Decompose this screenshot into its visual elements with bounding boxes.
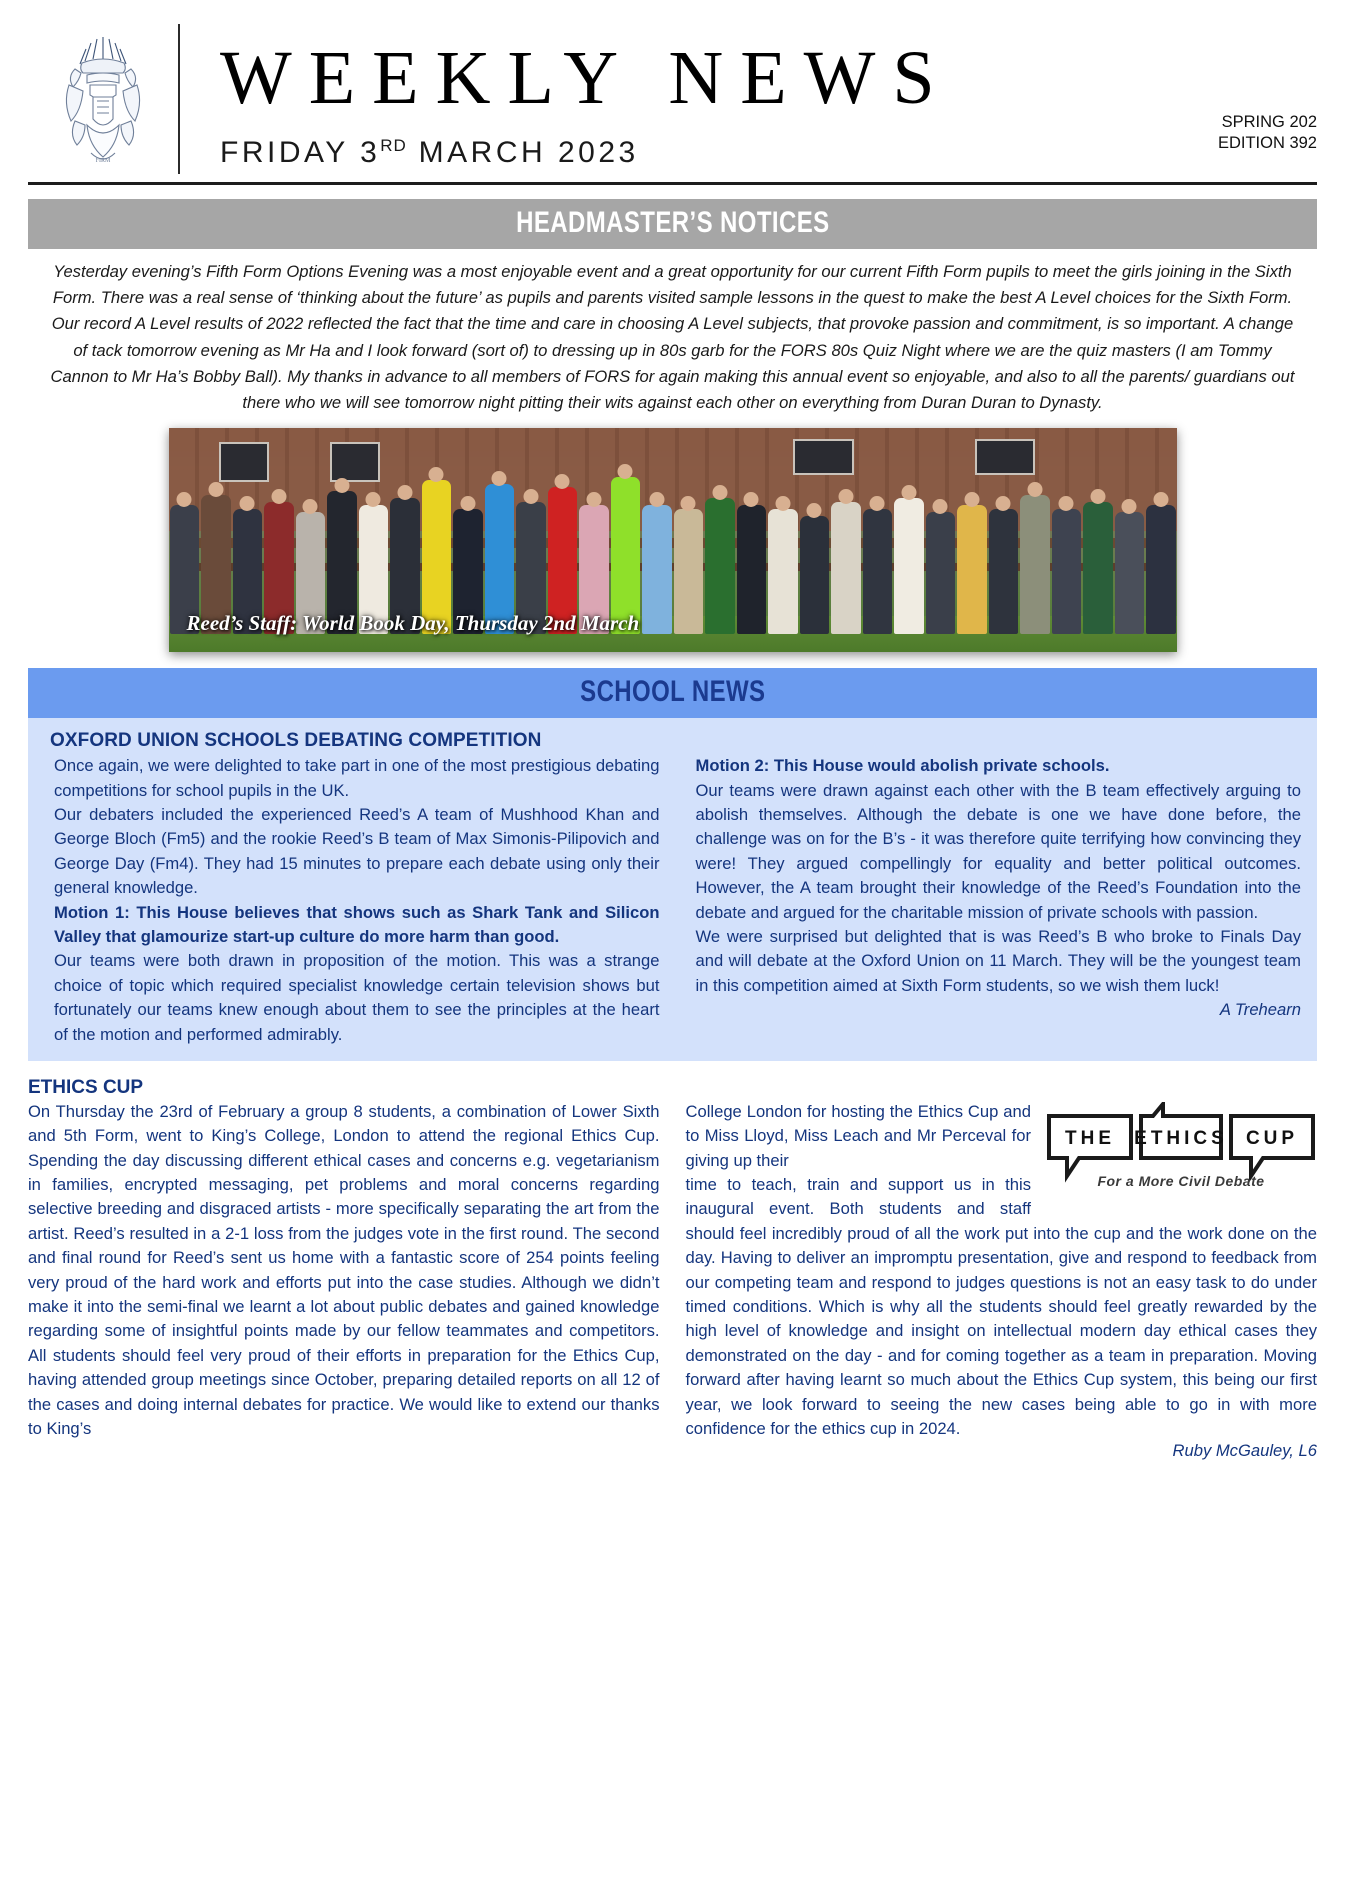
masthead-title-block bbox=[180, 0, 1317, 182]
logo-word-the: THE bbox=[1065, 1127, 1115, 1149]
ethics-cup-paragraph: College London for hosting the Ethics Cup and to Miss Lloyd, Miss Leach and Mr Perceval for giving up their bbox=[685, 1101, 1031, 1170]
edition-number: EDITION 392 bbox=[1217, 133, 1317, 152]
crest-container bbox=[28, 0, 178, 182]
dateline bbox=[220, 136, 1317, 170]
ethics-cup-logo-icon bbox=[1045, 1102, 1317, 1198]
debating-paragraph: Our debaters included the experienced Reed’s A team of Mushhood Khan and George Bloch (Fm5) and the rookie Reed’s B team of Max Simonis-Pilipovich and George Day (Fm4). They had 15 minutes to prepare each debate using only their general knowledge. bbox=[54, 805, 660, 898]
school-news-body bbox=[28, 718, 1317, 1061]
svg-text:FIRM: FIRM bbox=[95, 157, 111, 164]
debating-paragraph: Our teams were drawn against each other with the B team effectively arguing to abolish themselves. Although the debate is one we have done before, the challenge was on for the B’s - it was therefore quite terrifying how convincing they were! They argued compellingly for equality and better political outcomes. However, the A team brought their knowledge of the Reed’s Foundation into the debate and argued for the charitable mission of private schools with passion. bbox=[695, 780, 1301, 922]
debating-article-heading: OXFORD UNION SCHOOLS DEBATING COMPETITION bbox=[50, 730, 542, 752]
school-news-left-column bbox=[44, 754, 660, 1047]
headmaster-notice-text: Yesterday evening’s Fifth Form Options Evening was a most enjoyable event and a great opportunity for our current Fifth Form pupils to meet the girls joining in the Sixth Form. There was a real sense of ‘thinking about the future’ as pupils and parents visited sample lessons in the quest to make the best A Level choices for the Sixth Form. Our record A Level results of 2022 reflected the fact that the time and care in choosing A Level subjects, that provoke passion and commitment, is so important. A change of tack tomorrow evening as Mr Ha and I look forward (sort of) to dressing up in 80s garb for the FORS 80s Quiz Night where we are the quiz masters (I am Tommy Cannon to Mr Ha’s Bobby Ball). My thanks in advance to all members of FORS for again making this annual event so enjoyable, and also to all the parents/ guardians out there who we will see tomorrow night pitting their wits against each other on everything from Duran Duran to Dynasty. bbox=[50, 262, 1295, 413]
ethics-cup-right-column bbox=[686, 1100, 1318, 1461]
dateline-suffix: MARCH 2023 bbox=[406, 136, 639, 169]
photo-people bbox=[169, 455, 1177, 634]
debating-paragraph: Our teams were both drawn in proposition of the motion. This was a strange choice of topic which required specialist knowledge certain television shows but fortunately our teams knew enough about them to see the principles at the heart of the motion and performed admirably. bbox=[54, 951, 660, 1044]
ethics-cup-byline: Ruby McGauley, L6 bbox=[1172, 1441, 1317, 1461]
school-news-right-column bbox=[686, 754, 1302, 1047]
headmaster-banner-label: HEADMASTER’S NOTICES bbox=[515, 206, 830, 239]
masthead bbox=[28, 0, 1317, 182]
school-news-section bbox=[28, 668, 1317, 1061]
headmaster-banner bbox=[28, 199, 1317, 249]
logo-word-cup: CUP bbox=[1245, 1127, 1299, 1149]
ethics-cup-paragraph: time to teach, train and support us in this inaugural event. Both students and staff should feel incredibly proud of all the work put into the cup and the work done on the day. Having to deliver an impromptu presentation, give and respond to feedback from our competing team and respond to judges questions is not an easy task to do under timed conditions. Which is why all the students should feel greatly rewarded by the high level of knowledge and insight on intellectual modern day ethical cases they demonstrated on the day - and for coming together as a team in preparation. Moving forward after having learnt so much about the Ethics Cup system, this being our first year, we look forward to seeing the new cases being able to go in with more confidence for the ethics cup in 2024. bbox=[685, 1175, 1317, 1438]
ethics-cup-section bbox=[28, 1077, 1317, 1461]
page-title: WEEKLY NEWS bbox=[220, 36, 952, 120]
ethics-cup-paragraph: On Thursday the 23rd of February a group 8 students, a combination of Lower Sixth and 5th Form, went to King’s College, London to attend the regional Ethics Cup. Spending the day discussing different ethical cases and concerns e.g. vegetarianism in families, encrypted messaging, pet problems and moral concerns regarding selective breeding and disgraced artists - more specifically separating the art from the artist. Reed’s resulted in a 2-1 loss from the judges vote in the first round. The second and final round for Reed’s sent us home with a fantastic score of 254 points feeling very proud of the hard work and efforts put into the case studies. Although we didn’t make it into the semi-final we learnt a lot about public debates and gained knowledge regarding some of insightful points made by our fellow teammates and competitors. All students should feel very proud of their efforts in preparation for the Ethics Cup, having attended group meetings since October, preparing detailed reports on all 12 of the cases and doing internal debates for practice. We would like to extend our thanks to King’s bbox=[28, 1101, 660, 1438]
debating-byline: A Trehearn bbox=[1219, 1000, 1301, 1020]
logo-tagline: For a More Civil Debate bbox=[1097, 1172, 1265, 1189]
school-news-banner-label: SCHOOL NEWS bbox=[579, 675, 766, 709]
ethics-cup-heading: ETHICS CUP bbox=[28, 1076, 144, 1098]
school-crest-icon bbox=[57, 33, 149, 168]
dateline-ordinal: RD bbox=[380, 136, 407, 155]
dateline-prefix: FRIDAY 3 bbox=[220, 136, 381, 169]
motion-2-text: Motion 2: This House would abolish private schools. bbox=[695, 756, 1110, 776]
staff-photo bbox=[169, 428, 1177, 652]
photo-container bbox=[28, 428, 1317, 652]
ethics-cup-left-column bbox=[28, 1100, 660, 1461]
photo-caption: Reed’s Staff: World Book Day, Thursday 2nd March bbox=[186, 611, 640, 636]
school-news-banner bbox=[28, 668, 1317, 718]
edition-season: SPRING 202 bbox=[1221, 112, 1317, 131]
debating-paragraph: We were surprised but delighted that is was Reed’s B who broke to Finals Day and will debate at the Oxford Union on 11 March. They will be the youngest team in this competition aimed at Sixth Form students, so we wish them luck! bbox=[695, 926, 1301, 995]
motion-1-text: Motion 1: This House believes that shows such as Shark Tank and Silicon Valley that glamourize start-up culture do more harm than good. bbox=[54, 902, 660, 946]
logo-word-ethics: ETHICS bbox=[1134, 1127, 1228, 1149]
masthead-rule bbox=[28, 182, 1317, 185]
edition-info bbox=[1218, 112, 1317, 154]
debating-paragraph: Once again, we were delighted to take part in one of the most prestigious debating competitions for school pupils in the UK. bbox=[54, 756, 660, 800]
